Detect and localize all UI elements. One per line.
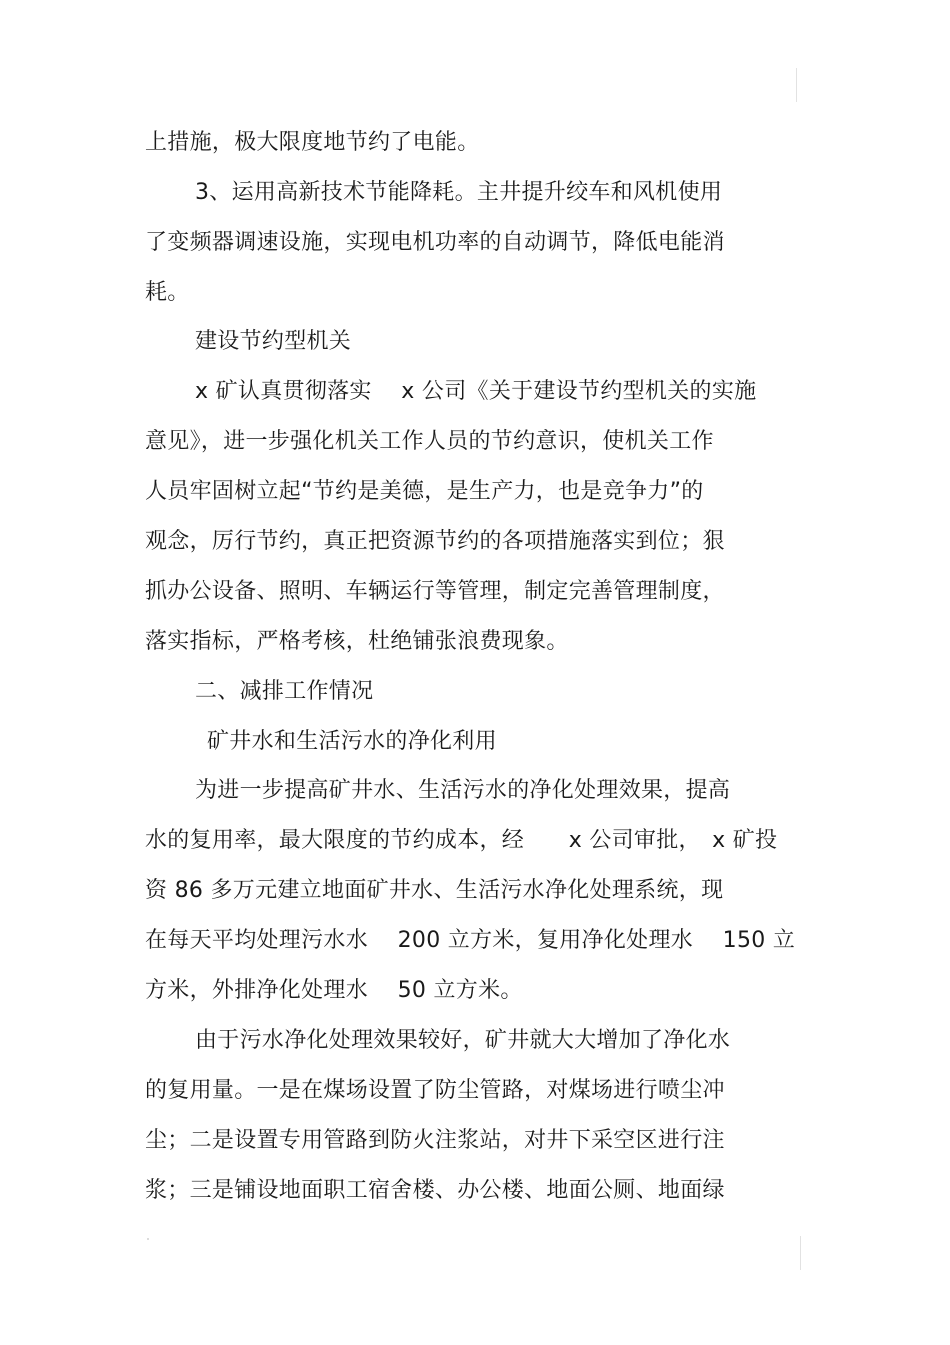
paragraph-line: 的复用量。一是在煤场设置了防尘管路，对煤场进行喷尘冲 — [145, 1078, 725, 1103]
paragraph-line: 资 86 多万元建立地面矿井水、生活污水净化处理系统，现 — [145, 878, 724, 903]
page-edge-mark-top — [796, 68, 797, 102]
section-heading: 建设节约型机关 — [195, 329, 352, 354]
paragraph-line: 为进一步提高矿井水、生活污水的净化处理效果，提高 — [195, 778, 731, 803]
paragraph-line: 浆；三是铺设地面职工宿舍楼、办公楼、地面公厕、地面绿 — [145, 1178, 725, 1203]
paragraph-line: 落实指标，严格考核，杜绝铺张浪费现象。 — [145, 629, 569, 654]
paragraph-line: 水的复用率，最大限度的节约成本，经 x 公司审批， x 矿投 — [145, 828, 778, 853]
paragraph-line: 上措施，极大限度地节约了电能。 — [145, 130, 480, 155]
paragraph-line: 在每天平均处理污水水 200 立方米，复用净化处理水 150 立 — [145, 928, 796, 953]
paragraph-line: 抓办公设备、照明、车辆运行等管理，制定完善管理制度， — [145, 579, 725, 604]
page-edge-mark-bottom — [800, 1236, 801, 1270]
paragraph-line: x 矿认真贯彻落实 x 公司《关于建设节约型机关的实施 — [195, 379, 757, 404]
subsection-heading: 矿井水和生活污水的净化利用 — [207, 729, 497, 754]
paragraph-line: 方米，外排净化处理水 50 立方米。 — [145, 978, 523, 1003]
page-artifact-dot — [147, 1238, 149, 1240]
paragraph-line: 由于污水净化处理效果较好，矿井就大大增加了净化水 — [195, 1028, 731, 1053]
paragraph-line: 尘；二是设置专用管路到防火注浆站，对井下采空区进行注 — [145, 1128, 725, 1153]
paragraph-line: 耗。 — [145, 280, 190, 305]
paragraph-line: 意见》，进一步强化机关工作人员的节约意识，使机关工作 — [145, 429, 714, 454]
paragraph-line: 了变频器调速设施，实现电机功率的自动调节，降低电能消 — [145, 230, 725, 255]
section-heading: 二、减排工作情况 — [195, 679, 374, 704]
paragraph-line: 人员牢固树立起“节约是美德，是生产力，也是竞争力”的 — [145, 479, 704, 504]
paragraph-line: 3、运用高新技术节能降耗。主井提升绞车和风机使用 — [195, 180, 723, 205]
paragraph-line: 观念，厉行节约，真正把资源节约的各项措施落实到位；狠 — [145, 529, 725, 554]
